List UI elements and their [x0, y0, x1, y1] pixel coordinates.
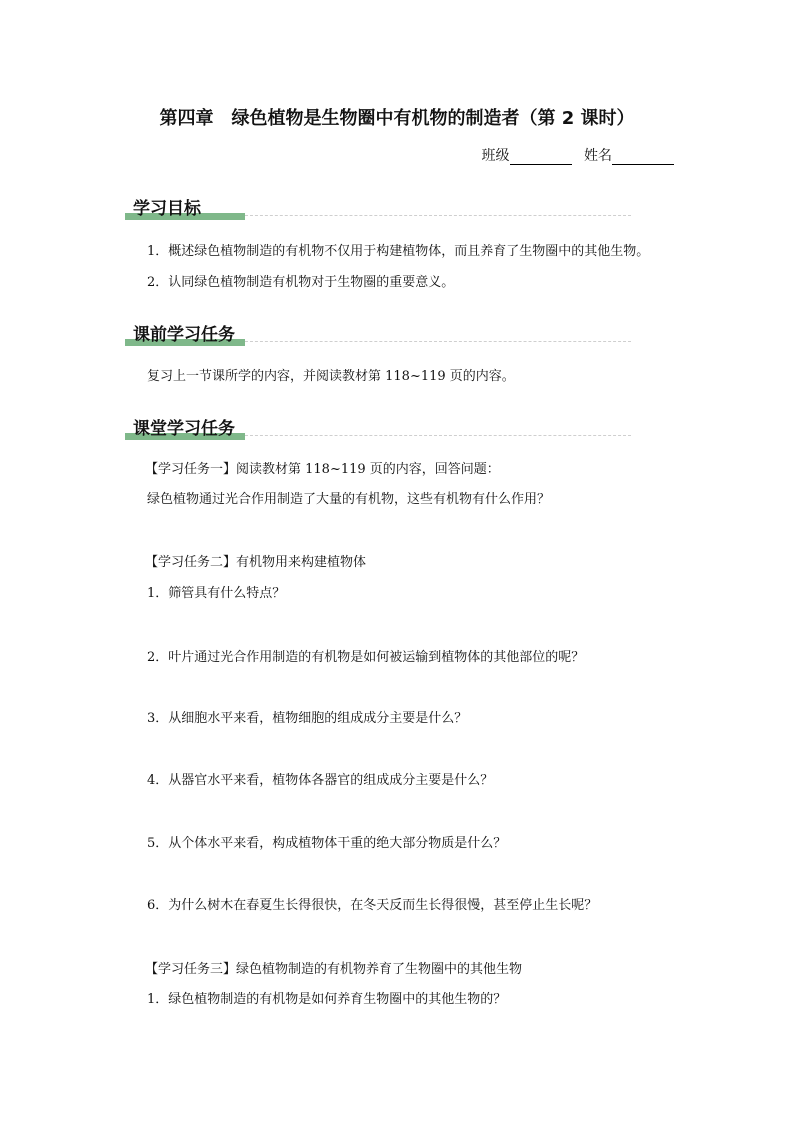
name-label: 姓名 [584, 148, 612, 164]
task2-heading: 【学习任务二】有机物用来构建植物体 [145, 555, 367, 570]
task2-question-1: 1．筛管具有什么特点？ [147, 586, 286, 601]
class-name-line [482, 145, 674, 165]
task2-question-5: 5．从个体水平来看，构成植物体干重的绝大部分物质是什么？ [147, 836, 507, 851]
section-title-class: 课堂学习任务 [133, 419, 235, 439]
section-divider [245, 341, 631, 342]
goal-item-1: 1．概述绿色植物制造的有机物不仅用于构建植物体，而且养育了生物圈中的其他生物。 [147, 244, 650, 259]
task2-question-4: 4．从器官水平来看，植物体各器官的组成成分主要是什么？ [147, 773, 494, 788]
section-divider [245, 435, 631, 436]
section-goals [125, 194, 631, 234]
class-blank[interactable] [510, 150, 572, 165]
section-divider [245, 215, 631, 216]
task3-heading: 【学习任务三】绿色植物制造的有机物养育了生物圈中的其他生物 [145, 962, 523, 977]
pre-task-text: 复习上一节课所学的内容，并阅读教材第 118~119 页的内容。 [147, 369, 515, 384]
section-title-goals: 学习目标 [133, 199, 201, 219]
task2-question-6: 6．为什么树木在春夏生长得很快，在冬天反而生长得很慢，甚至停止生长呢？ [147, 898, 598, 913]
goal-item-2: 2．认同绿色植物制造有机物对于生物圈的重要意义。 [147, 275, 455, 290]
task1-question: 绿色植物通过光合作用制造了大量的有机物，这些有机物有什么作用？ [147, 492, 551, 507]
task1-heading: 【学习任务一】阅读教材第 118~119 页的内容，回答问题： [145, 462, 500, 477]
task2-question-3: 3．从细胞水平来看，植物细胞的组成成分主要是什么？ [147, 711, 468, 726]
section-class [125, 414, 631, 454]
task2-question-2: 2．叶片通过光合作用制造的有机物是如何被运输到植物体的其他部位的呢？ [147, 650, 585, 665]
task3-question-1: 1．绿色植物制造的有机物是如何养育生物圈中的其他生物的？ [147, 992, 507, 1007]
name-blank[interactable] [612, 150, 674, 165]
section-pre [125, 320, 631, 360]
class-label: 班级 [481, 148, 510, 164]
section-title-pre: 课前学习任务 [133, 325, 235, 345]
page-title: 第四章 绿色植物是生物圈中有机物的制造者（第 2 课时） [159, 108, 635, 129]
